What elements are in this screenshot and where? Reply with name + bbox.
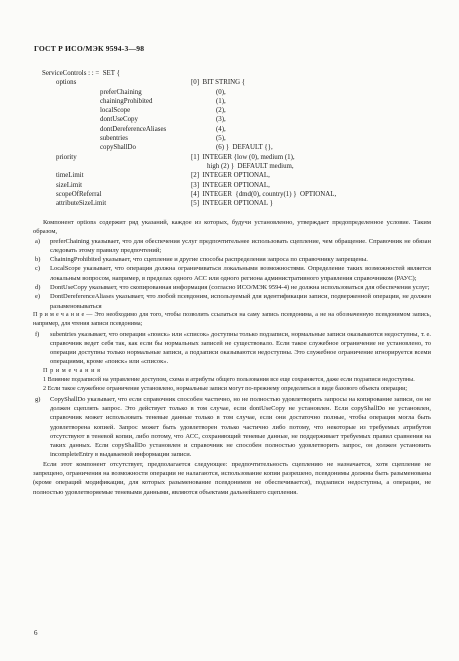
note-item: 1 Влияние подзаписей на управление доступом, схема и атрибуты общего пользования все еще сохраняется, даже если подзаписи недоступны. [43, 377, 415, 384]
code-field-name: scopeOfReferral [56, 190, 102, 198]
list-item-text: CopyShallDo указывает, что если справочник способен частично, но не полностью удовлетворить запросы на копирование записи, он не должен сцеплять запрос. Это действует только в том случае, если dontUseCopy не установлен. Если copyShallDo не установлен, справочник может использовать теневые данные только в том случае, если они достаточно полные, чтобы операция могла быть удовлетворена копией. Запрос может быть удовлетворен только частично либо потому, что некоторые из требуемых атрибутов отсутствуют в теневой копии, либо потому, что АСС, сохраняющий теневые данные, не поддерживает требуемых правил сравнения на таких данных. Если copyShallDo установлен и справочник не способен полностью удовлетворить запрос, он должен установить incompleteEntry в выдаваемой информации записи. [50, 395, 431, 459]
intro-paragraph: Компонент options содержит ряд указаний, каждое из которых, будучи установленно, утверждает предопределенное условие. Таким образом, [33, 219, 431, 236]
code-field-type: high (2) } DEFAULT medium, [207, 162, 294, 170]
code-field-name: subentries [100, 135, 128, 143]
code-field-type: (1), [216, 97, 226, 105]
list-item [33, 292, 431, 311]
document-header: ГОСТ Р ИСО/МЭК 9594-3—98 [34, 44, 145, 53]
code-field-type: [4] INTEGER {dmd(0), country(1) } OPTIONAL, [191, 190, 337, 198]
code-field-name: options [56, 79, 77, 87]
code-line [42, 125, 442, 134]
note-paragraph: П р и м е ч а н и е — Это необходимо для того, чтобы позволить ссылаться на саму запись псевдонима, а не на обозначенную псевдонимом запись, например, для чтения записи псевдонима; [33, 311, 431, 328]
code-field-type: (2), [216, 107, 226, 115]
code-field-name: preferChaining [100, 88, 142, 96]
options-list [33, 237, 431, 311]
list-item-text: subentries указывает, что операции «поиск» или «список» доступны только подзаписи, нормальные записи оказываются недоступны, т. е. справочник ведет себя так, как если бы нормальных записей не существовало. Если такое служебное ограничение не установлено, то операции доступны только нормальные записи, а подзаписи оказываются недоступны. Это служебное ограничение игнорируется всеми операциями, кроме «поиск» или «список». [50, 330, 431, 366]
code-field-name: chainingProhibited [100, 97, 153, 105]
code-field-name: ServiceControls : : = SET { [42, 70, 120, 77]
code-field-name: dontUseCopy [100, 116, 138, 124]
code-field-type: [5] INTEGER OPTIONAL } [191, 200, 273, 208]
code-line [42, 199, 442, 208]
code-field-type: [1] INTEGER {low (0), medium (1), [191, 153, 295, 161]
code-line [42, 106, 442, 115]
code-field-name: localScope [100, 107, 131, 115]
note-item: 2 Если такое служебное ограничение установлено, нормальные записи могут по-прежнему определяться в виде базового объекта операции; [43, 386, 408, 393]
list-item-text: preferChaining указывает, что для обеспечения услуг предпочтительнее использовать сцепление, чем обращение. Справочник не обязан следовать этому правилу предпочтений; [50, 237, 431, 254]
code-line [42, 97, 442, 106]
code-line [42, 153, 442, 162]
list-item [33, 283, 431, 292]
list-item-label: f) [35, 330, 40, 338]
code-field-type: (4), [216, 125, 226, 133]
page-number: 6 [34, 629, 38, 637]
code-field-type: [3] INTEGER OPTIONAL, [191, 181, 270, 189]
code-line [42, 143, 442, 152]
code-line [42, 115, 442, 124]
list-item [33, 264, 431, 283]
code-field-type: [2] INTEGER OPTIONAL, [191, 172, 270, 180]
code-line [42, 88, 442, 97]
asn1-code-block [42, 69, 442, 208]
code-field-type: (3), [216, 116, 226, 124]
code-field-type: (5), [216, 135, 226, 143]
list-item-label: d) [35, 284, 41, 292]
code-line [42, 69, 442, 78]
list-item-label: а) [35, 237, 41, 245]
code-field-name: attributeSizeLimit [56, 200, 107, 208]
list-item-label: g) [35, 395, 41, 403]
list-item [33, 255, 431, 264]
code-line [42, 134, 442, 143]
list-item-text: DontUseCopy указывает, что скопированная информация (согласно ИСО/МЭК 9594-4) не должна использоваться для обеспечения услуг; [50, 284, 430, 292]
body-text [33, 218, 431, 497]
code-line [42, 190, 442, 199]
code-line [42, 78, 442, 87]
code-line [42, 171, 442, 180]
notes-title: П р и м е ч а н и я [43, 367, 101, 374]
code-field-name: priority [56, 153, 77, 161]
code-line [42, 181, 442, 190]
list-item-text: LocalScope указывает, что операция должна ограничиваться локальными возможностями. Определение таких возможностей является локальным вопросом, например, в пределах одного АСС или одного региона административного управления справочником (РАУС); [50, 265, 431, 282]
closing-paragraph: Если этот компонент отсутствует, предполагается следующее: предпочтительность сцеплению не назначается, хотя сцепление не запрещено, ограничения на возможности операции не налагаются, использование копии разрешено, псевдонимы должны быть разыменованы (кроме операций модификации, для которых разыменование псевдонимов не обеспечивается), подзаписи недоступны, а операции, не полностью удовлетворяемые теневыми данными, являются объектами дальнейшего сцепления. [33, 460, 431, 496]
list-item-text: ChainingProhibited указывает, что сцепление и другие способы распределения запроса по справочнику запрещены. [50, 256, 368, 264]
list-item-label: е) [35, 293, 41, 301]
code-field-name: timeLimit [56, 172, 84, 180]
code-field-name: sizeLimit [56, 181, 83, 189]
code-line [42, 162, 442, 171]
code-field-type: (0), [216, 88, 226, 96]
list-item-label: b) [35, 256, 41, 264]
list-item-label: с) [35, 265, 41, 273]
list-item-g [33, 395, 431, 460]
notes-list [33, 376, 431, 395]
list-item [33, 237, 431, 256]
list-item-text: DontDereferenceAliases указывает, что любой псевдоним, используемый для идентификации записи, подверженной операции, не должен разыменовываться [50, 293, 431, 310]
code-field-name: dontDereferenceAliases [100, 125, 167, 133]
code-field-type: (6) } DEFAULT {}, [216, 144, 273, 152]
code-field-name: copyShallDo [100, 144, 136, 152]
code-field-type: [0] BIT STRING { [191, 79, 246, 87]
list-item-f [33, 330, 431, 367]
